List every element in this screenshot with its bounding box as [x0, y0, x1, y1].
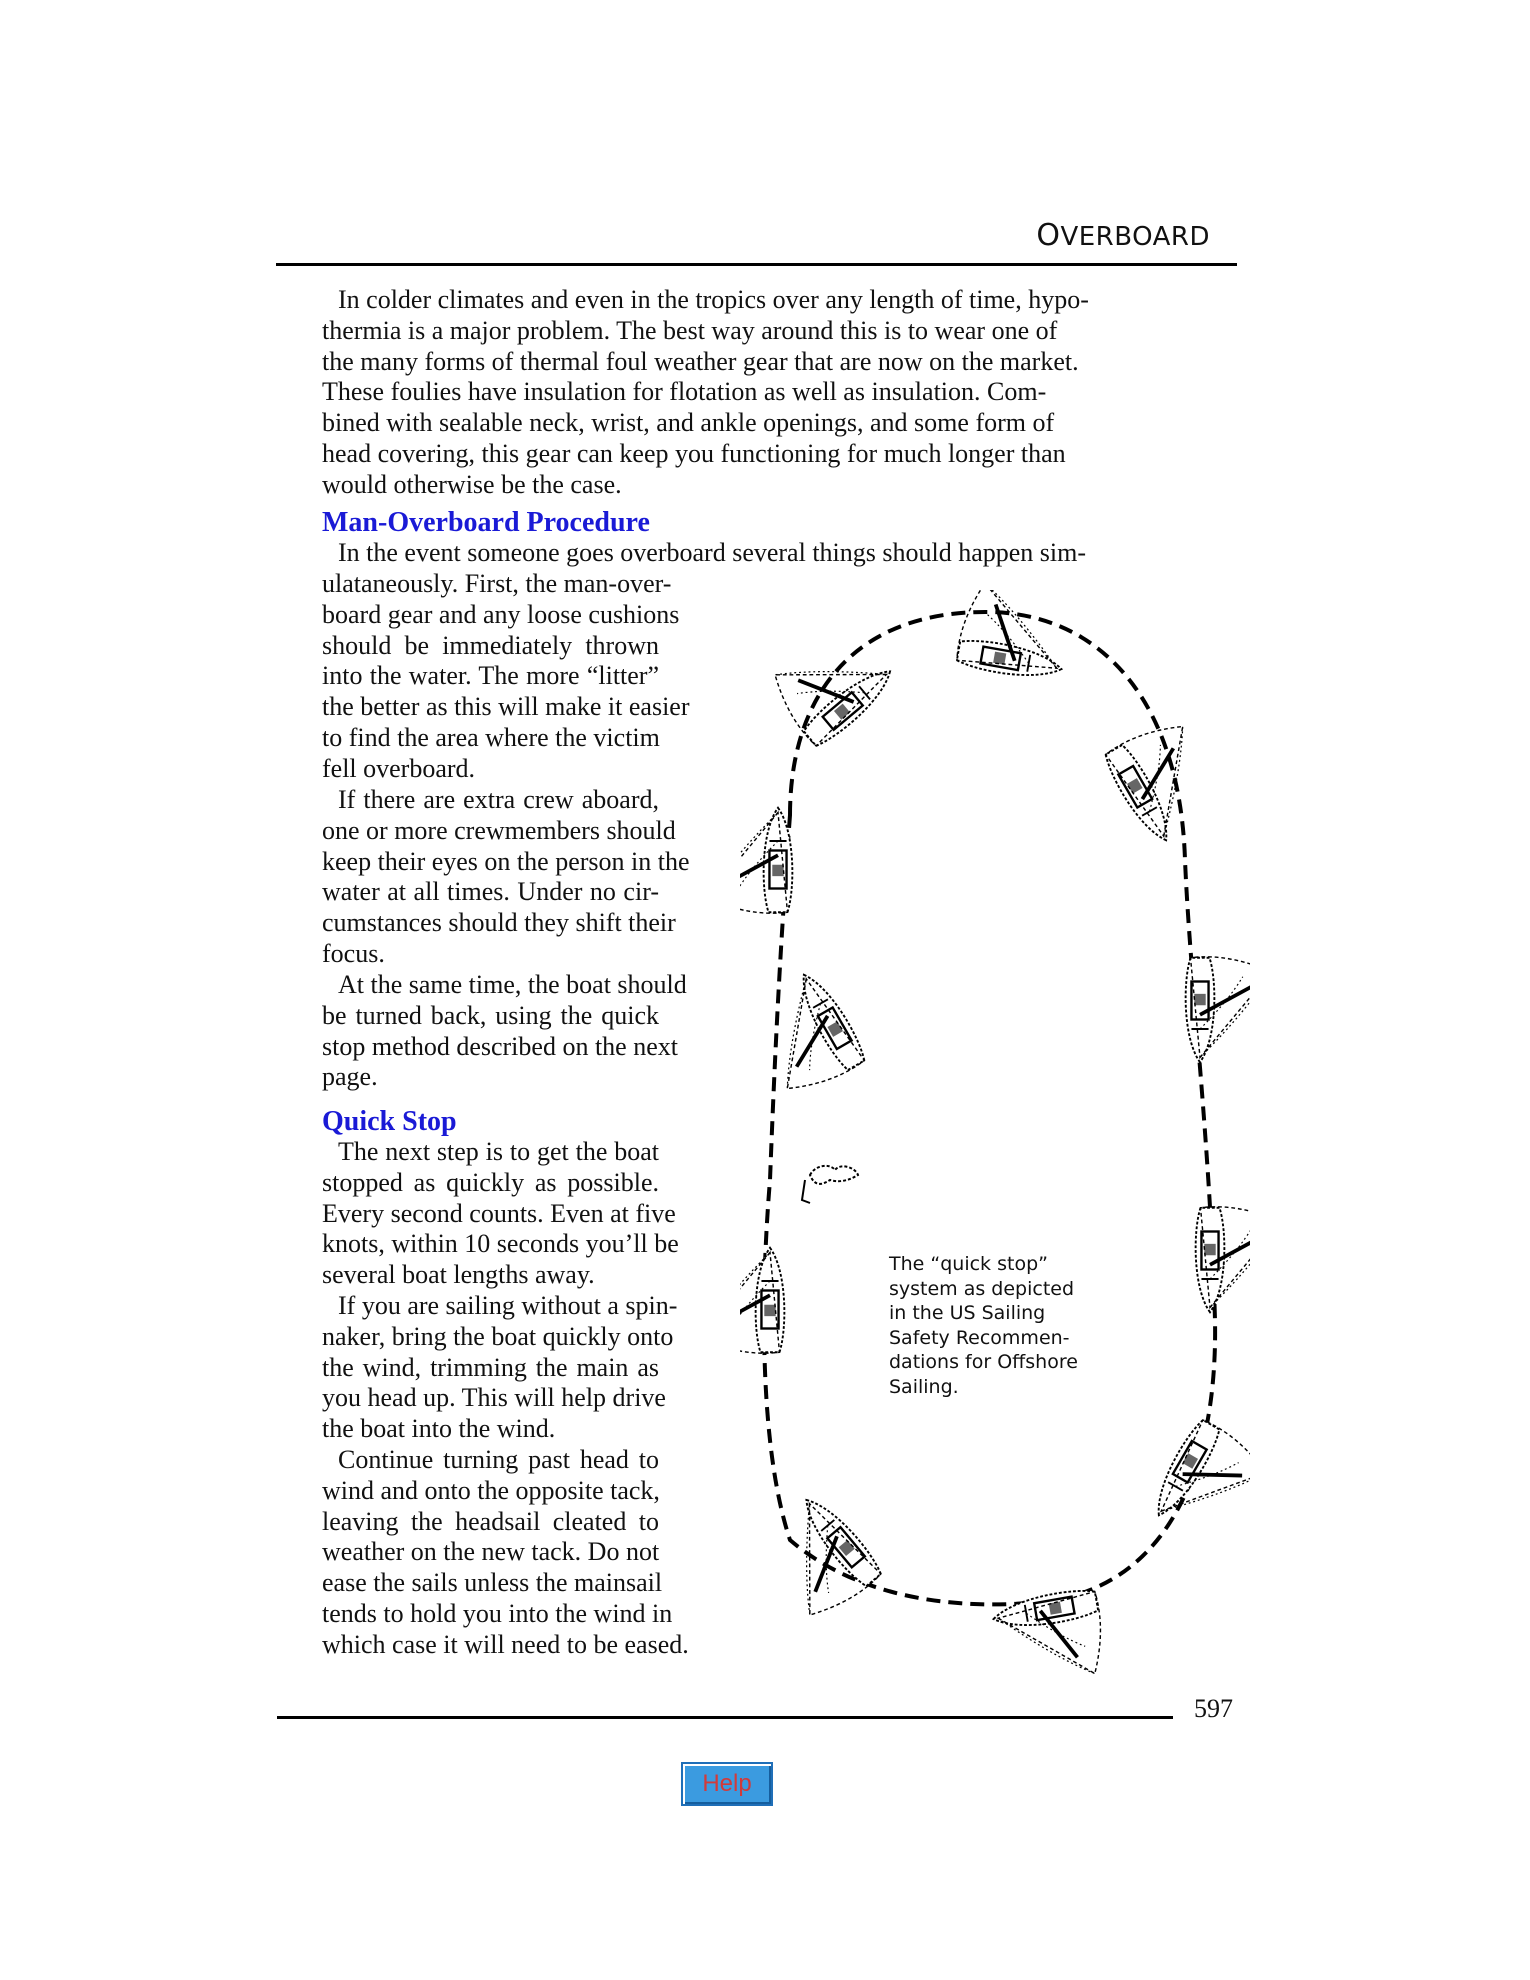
text-line: cumstances should they shift their [322, 908, 676, 938]
text-line: naker, bring the boat quickly onto [322, 1321, 674, 1351]
mob-paragraph-1 [322, 569, 690, 785]
caption-line: in the US Sailing [889, 1302, 1046, 1324]
text-line: several boat lengths away. [322, 1260, 595, 1290]
intro-paragraph [322, 285, 1089, 501]
text-line: keep their eyes on the person in the [322, 846, 690, 876]
caption-line: Safety Recommen- [889, 1326, 1070, 1349]
text-line: which case it will need to be eased. [322, 1629, 689, 1659]
text-line: The next step is to get the boat [338, 1137, 659, 1166]
page-number: 597 [1194, 1694, 1233, 1723]
text-line: be turned back, using the quick [322, 1000, 659, 1030]
quick-stop-diagram [740, 590, 1250, 1700]
text-line: In the event someone goes overboard several things should happen sim- [338, 538, 1087, 567]
text-line: board gear and any loose cushions [322, 599, 680, 629]
header-rule [276, 263, 1237, 266]
text-line: the wind, trimming the main as [322, 1352, 659, 1382]
text-line: weather on the new tack. Do not [322, 1537, 660, 1567]
qs-paragraph-1 [322, 1137, 679, 1291]
text-line: At the same time, the boat should [338, 970, 687, 999]
section-heading-man-overboard: Man-Overboard Procedure [322, 507, 650, 538]
text-line: wind and onto the opposite tack, [322, 1475, 660, 1505]
section-heading-quick-stop: Quick Stop [322, 1106, 457, 1137]
text-line: one or more crewmembers should [322, 815, 676, 845]
mob-first-line [322, 538, 1087, 569]
text-line: head covering, this gear can keep you functioning for much longer than [322, 438, 1066, 468]
mob-paragraph-3 [322, 970, 687, 1093]
text-line: should be immediately thrown [322, 630, 659, 660]
running-head-rest: VERBOARD [1060, 222, 1210, 252]
text-line: would otherwise be the case. [322, 469, 622, 499]
text-line: page. [322, 1062, 378, 1092]
text-line: Continue turning past head to [338, 1445, 659, 1474]
help-button[interactable]: Help [681, 1762, 773, 1806]
text-line: knots, within 10 seconds you’ll be [322, 1229, 679, 1259]
caption-line: Sailing. [889, 1375, 959, 1398]
caption-line: The “quick stop” [889, 1253, 1048, 1275]
text-line: If there are extra crew aboard, [338, 785, 659, 814]
text-line: If you are sailing without a spin- [338, 1291, 678, 1320]
text-line: stopped as quickly as possible. [322, 1167, 659, 1197]
figure-caption [889, 1252, 1089, 1399]
person-in-water-icon [802, 1166, 858, 1203]
text-line: the boat into the wind. [322, 1414, 556, 1444]
text-line: ulataneously. First, the man-over- [322, 569, 672, 598]
text-line: In colder climates and even in the tropics over any length of time, hypo- [338, 285, 1089, 314]
text-line: into the water. The more “litter” [322, 661, 659, 691]
text-line: you head up. This will help drive [322, 1383, 666, 1413]
running-head [1036, 218, 1210, 253]
text-line: the many forms of thermal foul weather gear that are now on the market. [322, 346, 1079, 376]
text-line: tends to hold you into the wind in [322, 1598, 673, 1628]
caption-line: dations for Offshore [889, 1351, 1078, 1373]
text-line: bined with sealable neck, wrist, and ankle openings, and some form of [322, 408, 1055, 438]
text-line: These foulies have insulation for flotation as well as insulation. Com- [322, 377, 1047, 407]
qs-paragraph-2 [322, 1291, 678, 1445]
qs-paragraph-3 [322, 1445, 689, 1661]
mob-paragraph-2 [322, 785, 690, 970]
text-line: stop method described on the next [322, 1031, 678, 1061]
text-line: thermia is a major problem. The best way around this is to wear one of [322, 315, 1058, 345]
text-line: ease the sails unless the mainsail [322, 1568, 663, 1598]
caption-line: system as depicted [889, 1277, 1075, 1300]
text-line: to find the area where the victim [322, 722, 660, 752]
footer-rule [277, 1716, 1173, 1719]
text-line: focus. [322, 938, 385, 968]
text-line: leaving the headsail cleated to [322, 1506, 659, 1536]
text-line: fell overboard. [322, 753, 476, 783]
text-line: Every second counts. Even at five [322, 1198, 676, 1228]
text-line: water at all times. Under no cir- [322, 877, 659, 907]
running-head-initial: O [1036, 218, 1061, 253]
course-track [764, 612, 1215, 1604]
text-line: the better as this will make it easier [322, 692, 690, 722]
